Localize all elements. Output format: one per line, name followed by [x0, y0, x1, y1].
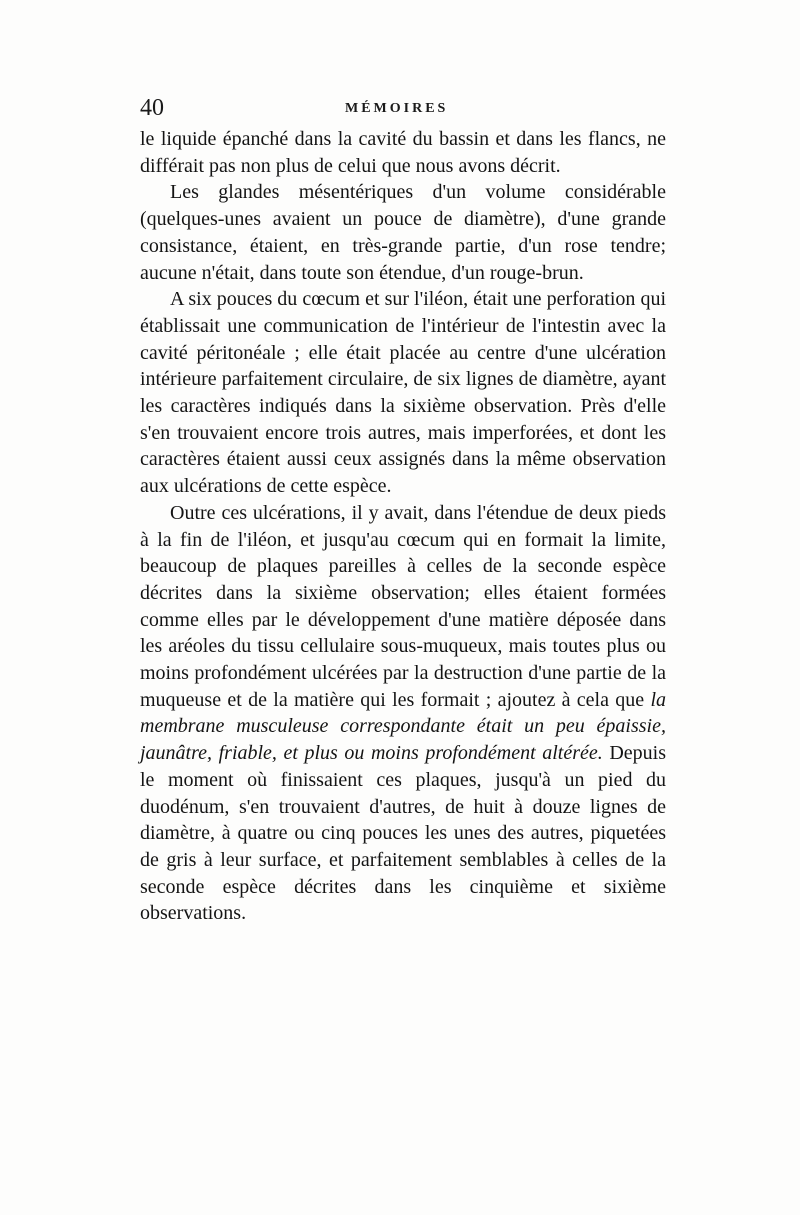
- paragraph: [140, 500, 666, 927]
- paragraph: Les glandes mésentériques d'un volume considérable (quelques-unes avaient un pouce de diamètre), d'une grande consistance, étaient, en très-grande partie, d'un rose tendre; aucune n'était, dans toute son étendue, d'un rouge-brun.: [140, 181, 666, 284]
- page-header: [140, 95, 670, 125]
- body-text: [140, 126, 666, 927]
- running-title: MÉMOIRES: [345, 101, 449, 116]
- page-number: 40: [140, 95, 164, 121]
- paragraph-text: Outre ces ulcérations, il y avait, dans l'étendue de deux pieds à la fin de l'iléon, et jusqu'au cœcum qui en formait la limite, beaucoup de plaques pareilles à celles de la seconde espèce décrites dans la sixième observation; elles étaient formées comme elles par le développement d'une matière déposée dans les aréoles du tissu cellulaire sous-muqueux, mais toutes plus ou moins profondément ulcérées par la destruction d'une partie de la muqueuse et de la matière qui les formait ; ajoutez à cela que: [140, 501, 666, 711]
- italic-quote: la membrane musculeuse correspondante était un peu épaissie, jaunâtre, friable, et plus ou moins profondément altérée.: [140, 688, 666, 765]
- paragraph-text: Depuis le moment où finissaient ces plaques, jusqu'à un pied du duodénum, s'en trouvaient d'autres, de huit à douze lignes de diamètre, à quatre ou cinq pouces les unes des autres, piquetées de gris à leur surface, et parfaitement semblables à celles de la seconde espèce décrites dans les cinquième et sixième observations.: [140, 742, 666, 925]
- paragraph: le liquide épanché dans la cavité du bassin et dans les flancs, ne différait pas non plus de celui que nous avons décrit.: [140, 128, 666, 177]
- paragraph: A six pouces du cœcum et sur l'iléon, était une perforation qui établissait une communication de l'intérieur de l'intestin avec la cavité péritonéale ; elle était placée au centre d'une ulcération intérieure parfaitement circulaire, de six lignes de diamètre, ayant les caractères indiqués dans la sixième observation. Près d'elle s'en trouvaient encore trois autres, mais imperforées, et dont les caractères étaient aussi ceux assignés dans la même observation aux ulcérations de cette espèce.: [140, 288, 666, 498]
